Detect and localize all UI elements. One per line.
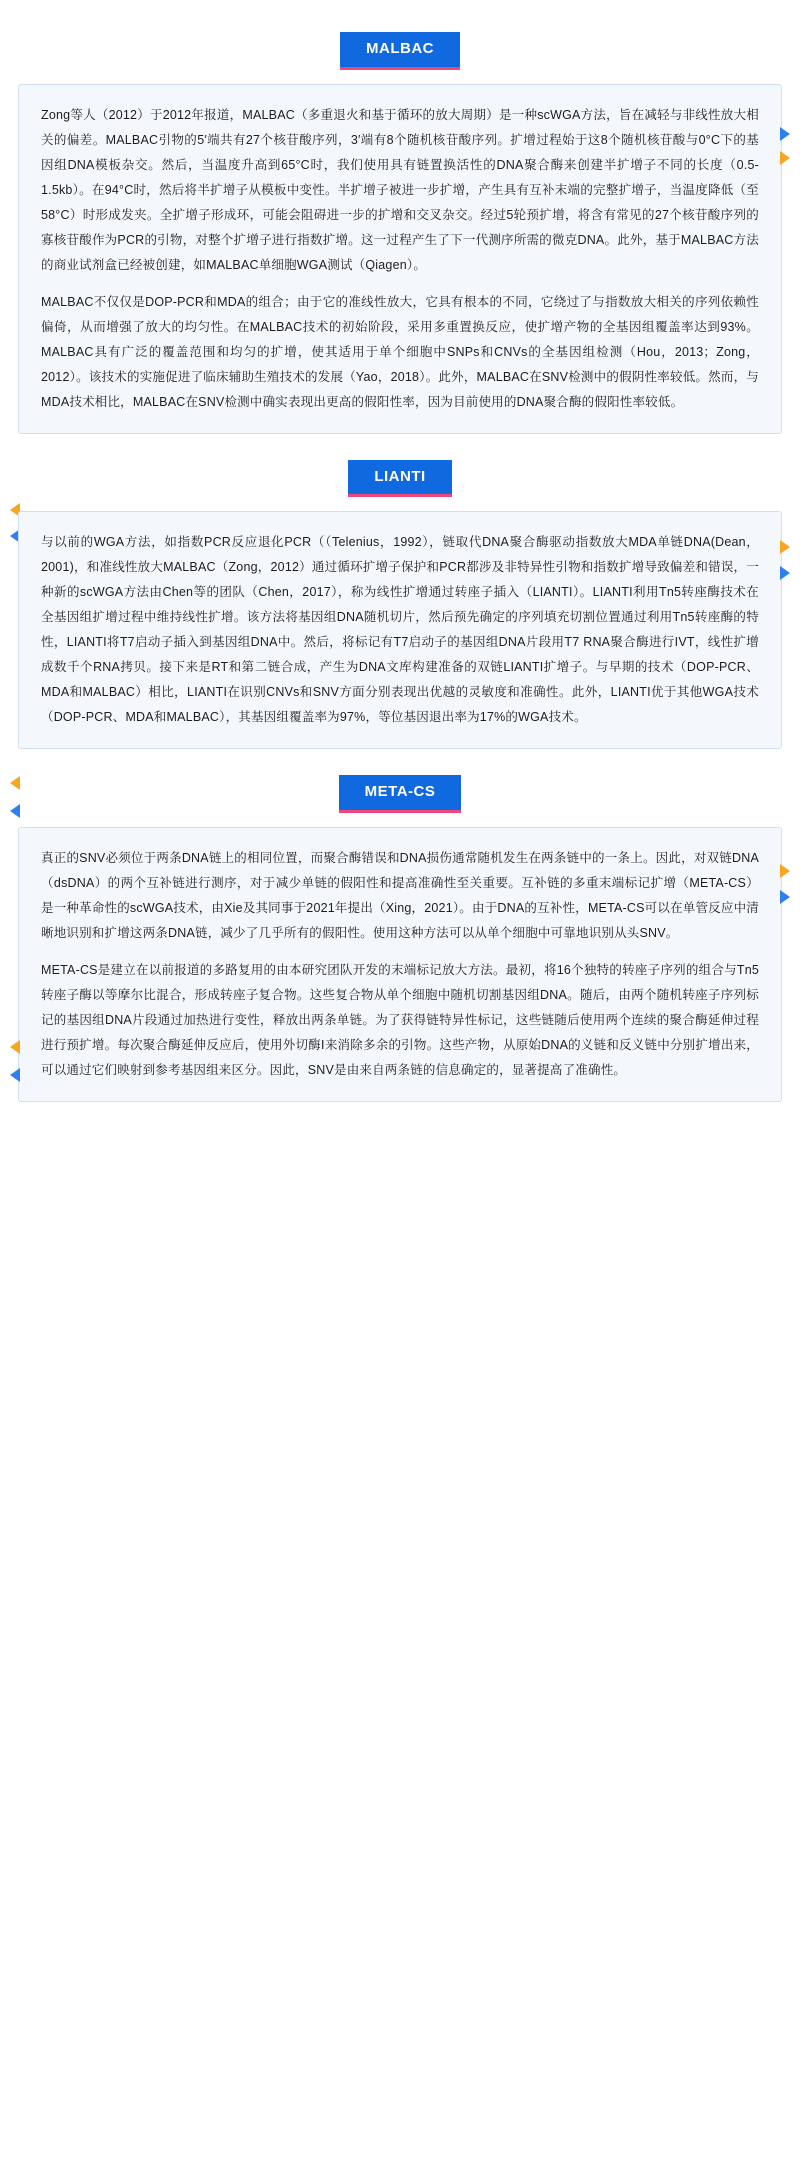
heading-wrap-meta-cs bbox=[0, 775, 800, 813]
content-card-meta-cs bbox=[18, 827, 782, 1102]
marker-arrow-icon bbox=[780, 566, 790, 580]
marker-arrow-icon bbox=[10, 776, 20, 790]
heading-wrap-malbac bbox=[0, 32, 800, 70]
marker-arrow-icon bbox=[780, 864, 790, 878]
paragraph: Zong等人（2012）于2012年报道，MALBAC（多重退火和基于循环的放大周期）是一种scWGA方法，旨在减轻与非线性放大相关的偏差。MALBAC引物的5′端共有27个核苷酸序列，3′端有8个随机核苷酸序列。扩增过程始于这8个随机核苷酸与0°C下的基因组DNA模板杂交。然后，当温度升高到65°C时，我们使用具有链置换活性的DNA聚合酶来创建半扩增子不同的长度（0.5-1.5kb）。在94°C时，然后将半扩增子从模板中变性。半扩增子被进一步扩增，产生具有互补末端的完整扩增子，当温度降低（至58°C）时形成发夹。全扩增子形成环，可能会阻碍进一步的扩增和交叉杂交。经过5轮预扩增，将含有常见的27个核苷酸序列的寡核苷酸作为PCR的引物，对整个扩增子进行指数扩增。这一过程产生了下一代测序所需的微克DNA。此外，基于MALBAC方法的商业试剂盒已经被创建，如MALBAC单细胞WGA测试（Qiagen）。 bbox=[41, 107, 759, 272]
section-malbac bbox=[0, 32, 800, 434]
paragraph: 真正的SNV必须位于两条DNA链上的相同位置，而聚合酶错误和DNA损伤通常随机发生在两条链中的一条上。因此，对双链DNA（dsDNA）的两个互补链进行测序，对于减少单链的假阳性和提高准确性至关重要。互补链的多重末端标记扩增（META-CS）是一种革命性的scWGA技术，由Xie及其同事于2021年提出（Xing，2021）。由于DNA的互补性，META-CS可以在单管反应中清晰地识别和扩增这两条DNA链，减少了几乎所有的假阳性。使用这种方法可以从单个细胞中可靠地识别从头SNV。 bbox=[41, 850, 759, 940]
marker-arrow-icon bbox=[10, 1040, 20, 1054]
paragraph: MALBAC不仅仅是DOP-PCR和MDA的组合；由于它的准线性放大，它具有根本的不同，它绕过了与指数放大相关的序列依赖性偏倚，从而增强了放大的均匀性。在MALBAC技术的初始阶段，采用多重置换反应，使扩增产物的全基因组覆盖率达到93%。MALBAC具有广泛的覆盖范围和均匀的扩增，使其适用于单个细胞中SNPs和CNVs的全基因组检测（Hou，2013；Zong，2012）。该技术的实施促进了临床辅助生殖技术的发展（Yao，2018）。此外，MALBAC在SNV检测中的假阴性率较低。然而，与MDA技术相比，MALBAC在SNV检测中确实表现出更高的假阳性率，因为目前使用的DNA聚合酶的假阳性率较低。 bbox=[41, 294, 759, 409]
section-heading-malbac: MALBAC bbox=[340, 32, 460, 70]
marker-arrow-icon bbox=[10, 1068, 20, 1082]
content-card-lianti bbox=[18, 511, 782, 749]
section-meta-cs bbox=[0, 775, 800, 1102]
marker-arrow-icon bbox=[10, 804, 20, 818]
section-heading-meta-cs: META-CS bbox=[339, 775, 462, 813]
paragraph: 与以前的WGA方法，如指数PCR反应退化PCR（（Telenius，1992），链取代DNA聚合酶驱动指数放大MDA单链DNA(Dean，2001)，和准线性放大MALBAC（Zong，2012）通过循环扩增子保护和PCR都涉及非特异性引物和指数扩增导致偏差和错误，一种新的scWGA方法由Chen等的团队（Chen，2017），称为线性扩增通过转座子插入（LIANTI）。LIANTI利用Tn5转座酶技术在全基因组扩增过程中维持线性扩增。该方法将基因组DNA随机切片，然后预先确定的序列填充切割位置通过利用Tn5转座酶的特性，LIANTI将T7启动子插入到基因组DNA中。然后，将标记有T7启动子的基因组DNA片段用T7 RNA聚合酶进行IVT，线性扩增成数千个RNA拷贝。接下来是RT和第二链合成，产生为DNA文库构建准备的双链LIANTI扩增子。与早期的技术（DOP-PCR、MDA和MALBAC）相比，LIANTI在识别CNVs和SNV方面分别表现出优越的灵敏度和准确性。此外，LIANTI优于其他WGA技术（DOP-PCR、MDA和MALBAC），其基因组覆盖率为97%，等位基因退出率为17%的WGA技术。 bbox=[41, 535, 759, 724]
content-card-malbac bbox=[18, 84, 782, 434]
paragraph: META-CS是建立在以前报道的多路复用的由本研究团队开发的末端标记放大方法。最初，将16个独特的转座子序列的组合与Tn5转座子酶以等摩尔比混合，形成转座子复合物。这些复合物从单个细胞中随机切割基因组DNA。随后，由两个随机转座子序列标记的基因组DNA片段通过加热进行变性，释放出两条单链。为了获得链特异性标记，这些链随后使用两个连续的聚合酶延伸过程进行预扩增。每次聚合酶延伸反应后，使用外切酶Ⅰ来消除多余的引物。这些产物，从原始DNA的义链和反义链中分别扩增出来，可以通过它们映射到参考基因组来区分。因此，SNV是由来自两条链的信息确定的，显著提高了准确性。 bbox=[41, 962, 759, 1077]
marker-arrow-icon bbox=[780, 540, 790, 554]
heading-wrap-lianti bbox=[0, 460, 800, 498]
marker-arrow-icon bbox=[780, 890, 790, 904]
marker-arrow-icon bbox=[780, 151, 790, 165]
section-lianti bbox=[0, 460, 800, 750]
marker-arrow-icon bbox=[780, 127, 790, 141]
section-heading-lianti: LIANTI bbox=[348, 460, 451, 498]
